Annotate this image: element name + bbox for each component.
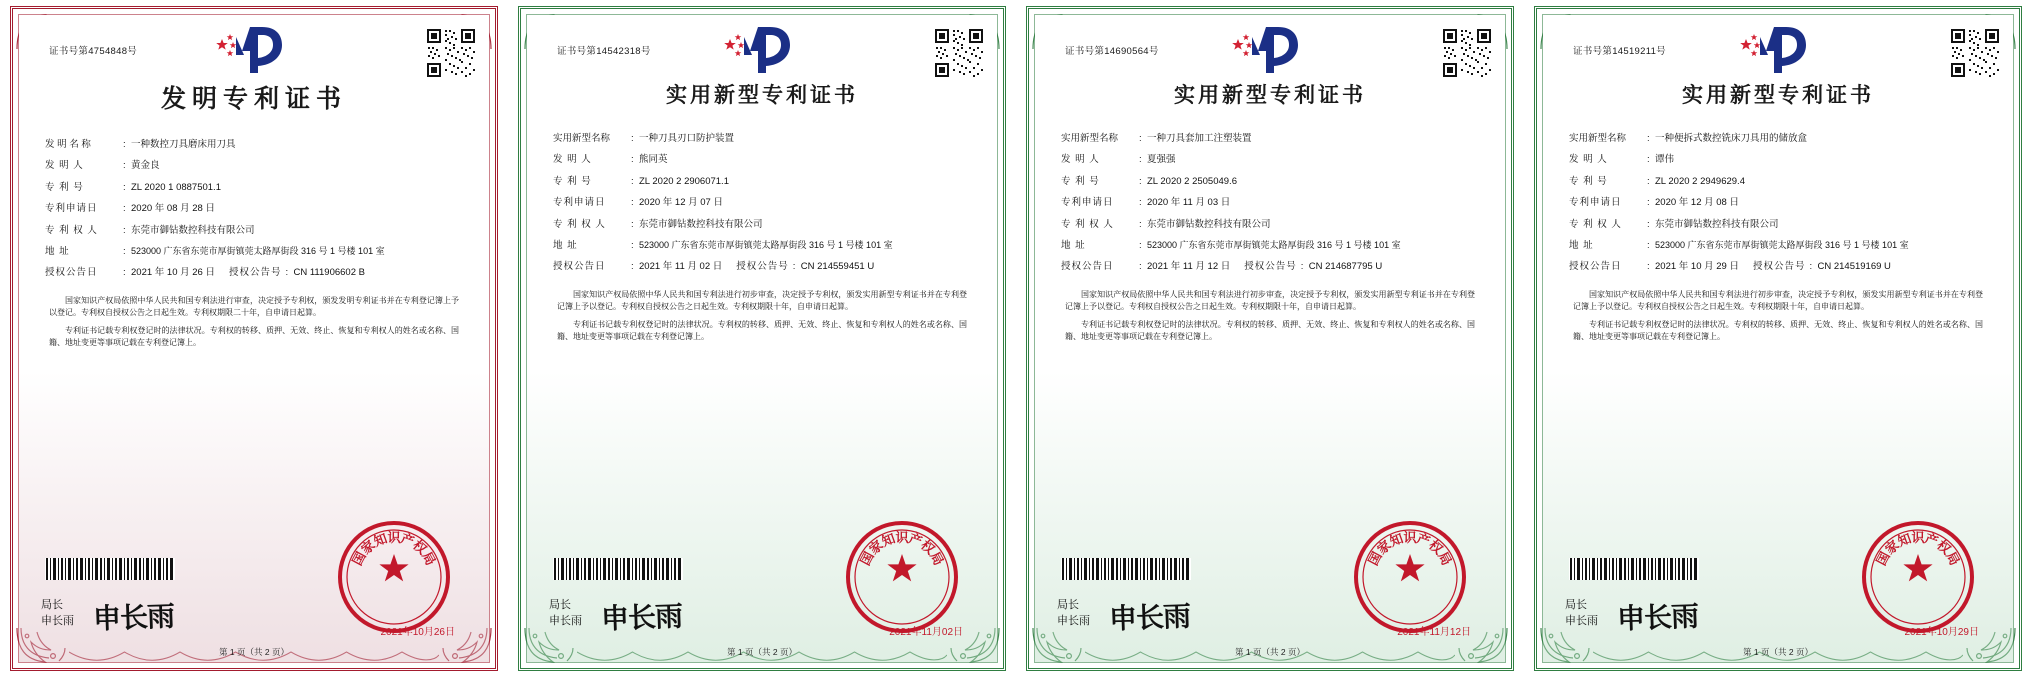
certificate-fields xyxy=(1061,133,1483,273)
director-label: 局长 xyxy=(1565,599,1587,612)
field-row-owner xyxy=(45,225,467,236)
legal-paragraph-1: 国家知识产权局依照中华人民共和国专利法进行初步审查，决定授予专利权，颁发实用新型专利证书并在专利登记簿上予以登记。专利权自授权公告之日起生效。专利权期限十年，自申请日起算。 xyxy=(557,289,967,312)
cert-no-value: 14542318 xyxy=(596,46,641,57)
field-colon: : xyxy=(1139,218,1142,230)
field-label-inventor: 发 明 人 xyxy=(45,160,84,172)
field-colon: : xyxy=(1809,261,1813,273)
director-block xyxy=(1565,598,1598,630)
patent-certificate-1 xyxy=(0,0,508,677)
field-label-address: 地 址 xyxy=(45,245,70,257)
field-value-name: 一种便拆式数控铣床刀具用的储放盒 xyxy=(1655,133,1808,144)
field-value-apply-date: 2020 年 12 月 07 日 xyxy=(639,197,723,209)
field-label-inventor: 发 明 人 xyxy=(553,154,592,166)
svg-text:国: 国 xyxy=(350,549,370,569)
svg-text:局: 局 xyxy=(1434,549,1454,569)
qr-code-icon xyxy=(425,27,477,79)
svg-text:产: 产 xyxy=(1922,531,1940,551)
field-colon: : xyxy=(1139,239,1142,251)
director-name: 申长雨 xyxy=(1057,615,1090,628)
field-value-apply-date: 2020 年 12 月 08 日 xyxy=(1655,197,1739,209)
cert-no-suffix: 号 xyxy=(640,46,651,57)
cert-no-suffix: 号 xyxy=(1656,46,1666,57)
director-block xyxy=(1057,598,1090,630)
patent-certificate-2 xyxy=(508,0,1016,677)
field-colon: : xyxy=(123,267,126,279)
svg-text:知: 知 xyxy=(372,531,390,551)
director-signature: 申长雨 xyxy=(600,599,683,636)
field-colon: : xyxy=(1139,175,1142,187)
svg-text:局: 局 xyxy=(1942,549,1962,569)
qr-code-icon xyxy=(1441,27,1493,79)
official-seal-icon xyxy=(843,518,961,636)
field-row-address xyxy=(553,240,975,251)
field-value-address: 523000 广东省东莞市厚街镇莞太路厚街段 316 号 1 号楼 101 室 xyxy=(639,239,893,250)
field-value-name: 一种数控刀具磨床用刀具 xyxy=(131,139,236,150)
field-row-grant xyxy=(553,261,975,272)
field-row-name xyxy=(1569,133,1991,144)
barcode-icon xyxy=(1569,558,1699,580)
field-label-apply-date: 专利申请日 xyxy=(1569,197,1622,209)
field-value-name: 一种刀具套加工注塑装置 xyxy=(1147,133,1252,144)
certificate-border xyxy=(518,6,1006,671)
field-colon: : xyxy=(1647,175,1650,187)
field-value-address: 523000 广东省东莞市厚街镇莞太路厚街段 316 号 1 号楼 101 室 xyxy=(131,245,385,256)
official-seal-icon xyxy=(1351,518,1469,636)
seal-date: 2021年11月12日 xyxy=(1397,627,1471,638)
field-value-owner: 东莞市御钻数控科技有限公司 xyxy=(639,218,763,230)
cnipa-logo-icon xyxy=(1730,21,1826,79)
field-row-grant xyxy=(1061,261,1483,272)
field-row-address xyxy=(1061,240,1483,251)
field-colon: : xyxy=(631,154,634,166)
field-colon: : xyxy=(1647,261,1650,273)
certificate-body xyxy=(1035,15,1505,662)
field-value-inventor: 黄金良 xyxy=(131,160,160,172)
cert-no-value: 14690564 xyxy=(1104,46,1149,57)
field-value-apply-date: 2020 年 08 月 28 日 xyxy=(131,203,215,215)
field-value-grant-date: 2021 年 11 月 02 日 xyxy=(639,261,723,273)
svg-text:产: 产 xyxy=(1414,531,1432,551)
field-label-name: 实用新型名称 xyxy=(1061,133,1119,144)
legal-paragraph-1: 国家知识产权局依照中华人民共和国专利法进行初步审查，决定授予专利权，颁发实用新型专利证书并在专利登记簿上予以登记。专利权自授权公告之日起生效。专利权期限十年，自申请日起算。 xyxy=(1065,289,1475,312)
field-label-patent-no: 专 利 号 xyxy=(45,181,84,193)
field-label-apply-date: 专利申请日 xyxy=(45,203,98,215)
director-block xyxy=(41,598,74,630)
certificate-body xyxy=(527,15,997,662)
director-label: 局长 xyxy=(41,599,63,612)
field-colon: : xyxy=(631,197,634,209)
cert-no-value: 4754848 xyxy=(88,46,128,57)
legal-paragraphs xyxy=(557,289,967,344)
svg-text:国: 国 xyxy=(1874,549,1894,569)
field-label-owner: 专 利 权 人 xyxy=(1061,218,1114,230)
legal-paragraph-2: 专利证书记载专利权登记时的法律状况。专利权的转移、质押、无效、终止、恢复和专利权人的姓名或名称、国籍、地址变更等事项记载在专利登记簿上。 xyxy=(49,325,459,347)
director-label: 局长 xyxy=(1057,599,1079,612)
svg-text:权: 权 xyxy=(1425,538,1446,558)
field-colon: : xyxy=(631,239,634,251)
field-value-address: 523000 广东省东莞市厚街镇莞太路厚街段 316 号 1 号楼 101 室 xyxy=(1655,239,1909,250)
patent-certificate-3 xyxy=(1016,0,1524,677)
cnipa-logo-icon xyxy=(206,21,302,79)
field-colon: : xyxy=(1647,218,1650,230)
field-value-apply-date: 2020 年 11 月 03 日 xyxy=(1147,197,1231,209)
field-label-apply-date: 专利申请日 xyxy=(553,197,606,209)
field-label-grant-no: 授权公告号 xyxy=(228,267,282,279)
field-row-address xyxy=(45,246,467,257)
director-signature: 申长雨 xyxy=(1616,599,1699,636)
field-colon: : xyxy=(631,175,634,187)
field-row-inventor xyxy=(1569,154,1991,165)
field-value-grant-no: CN 214687795 U xyxy=(1308,261,1383,273)
legal-paragraphs xyxy=(49,295,459,350)
field-label-address: 地 址 xyxy=(1061,239,1086,251)
field-value-patent-no: ZL 2020 2 2906071.1 xyxy=(639,175,729,187)
cnipa-logo-icon xyxy=(1222,21,1318,79)
certificate-title: 发明专利证书 xyxy=(160,84,347,113)
field-colon: : xyxy=(123,160,126,172)
field-colon: : xyxy=(1139,197,1142,209)
field-value-inventor: 夏强强 xyxy=(1147,154,1176,166)
field-row-name xyxy=(553,133,975,144)
field-label-name: 发 明 名 称 xyxy=(45,139,91,150)
field-value-owner: 东莞市御钻数控科技有限公司 xyxy=(1655,218,1779,230)
field-value-grant-no: CN 214519169 U xyxy=(1817,261,1891,273)
field-row-name xyxy=(1061,133,1483,144)
cert-no-suffix: 号 xyxy=(127,46,138,57)
field-value-grant-date: 2021 年 11 月 12 日 xyxy=(1147,261,1231,273)
certificate-fields xyxy=(1569,133,1991,273)
field-row-apply-date xyxy=(1569,197,1991,208)
field-label-owner: 专 利 权 人 xyxy=(45,224,98,236)
seal-date: 2021年11月02日 xyxy=(889,627,963,638)
field-colon: : xyxy=(1300,261,1304,273)
certificate-title: 实用新型专利证书 xyxy=(666,82,858,107)
qr-code-icon xyxy=(933,27,985,79)
field-value-grant-no: CN 111906602 B xyxy=(293,267,365,279)
svg-text:知: 知 xyxy=(1896,531,1914,551)
legal-paragraph-2: 专利证书记载专利权登记时的法律状况。专利权的转移、质押、无效、终止、恢复和专利权人的姓名或名称、国籍、地址变更等事项记载在专利登记簿上。 xyxy=(1573,319,1983,341)
field-row-patent-no xyxy=(45,182,467,193)
qr-code-icon xyxy=(1949,27,2001,79)
field-value-name: 一种刀具刃口防护装置 xyxy=(639,133,735,144)
svg-text:权: 权 xyxy=(917,538,938,558)
certificate-body xyxy=(19,15,489,662)
field-label-owner: 专 利 权 人 xyxy=(1569,218,1622,230)
cert-no-prefix: 证书号第 xyxy=(1065,46,1105,57)
svg-text:知: 知 xyxy=(880,531,898,551)
director-name: 申长雨 xyxy=(41,615,74,628)
svg-text:产: 产 xyxy=(906,531,924,551)
field-row-owner xyxy=(1061,219,1483,230)
field-label-name: 实用新型名称 xyxy=(553,133,611,144)
field-value-grant-date: 2021 年 10 月 26 日 xyxy=(131,267,215,279)
field-colon: : xyxy=(1647,154,1650,166)
field-value-grant-no: CN 214559451 U xyxy=(800,261,875,273)
svg-text:国: 国 xyxy=(1366,549,1386,569)
svg-text:家: 家 xyxy=(358,538,379,558)
legal-paragraph-1: 国家知识产权局依照中华人民共和国专利法进行初步审查，决定授予专利权，颁发实用新型专利证书并在专利登记簿上予以登记。专利权自授权公告之日起生效。专利权期限十年，自申请日起算。 xyxy=(1573,289,1983,312)
svg-text:识: 识 xyxy=(1403,531,1417,546)
cert-no-prefix: 证书号第 xyxy=(1573,46,1613,57)
legal-paragraphs xyxy=(1065,289,1475,344)
legal-paragraph-1: 国家知识产权局依照中华人民共和国专利法进行审查，决定授予专利权，颁发发明专利证书并在专利登记簿上予以登记。专利权自授权公告之日起生效。专利权期限二十年，自申请日起算。 xyxy=(49,295,459,318)
director-block xyxy=(549,598,582,630)
svg-text:知: 知 xyxy=(1388,531,1406,551)
field-colon: : xyxy=(123,139,126,150)
field-value-owner: 东莞市御钻数控科技有限公司 xyxy=(131,224,255,236)
director-name: 申长雨 xyxy=(1565,615,1598,628)
cert-no-value: 14519211 xyxy=(1612,46,1657,57)
cnipa-logo-icon xyxy=(714,21,810,79)
page-footer: 第 1 页（共 2 页） xyxy=(219,647,289,657)
certificate-title: 实用新型专利证书 xyxy=(1174,82,1366,107)
field-value-inventor: 熊同英 xyxy=(639,154,668,166)
field-label-inventor: 发 明 人 xyxy=(1061,154,1100,166)
director-signature: 申长雨 xyxy=(1108,599,1191,636)
director-signature: 申长雨 xyxy=(92,599,175,636)
field-label-patent-no: 专 利 号 xyxy=(1061,175,1100,187)
field-colon: : xyxy=(285,267,289,279)
svg-text:识: 识 xyxy=(895,531,909,546)
field-colon: : xyxy=(1139,133,1142,144)
certificate-border xyxy=(1534,6,2022,671)
field-row-apply-date xyxy=(553,197,975,208)
cert-no-prefix: 证书号第 xyxy=(557,46,597,57)
barcode-icon xyxy=(553,558,683,580)
certificate-border xyxy=(1026,6,1514,671)
field-label-grant-date: 授权公告日 xyxy=(553,261,606,273)
legal-paragraph-2: 专利证书记载专利权登记时的法律状况。专利权的转移、质押、无效、终止、恢复和专利权人的姓名或名称、国籍、地址变更等事项记载在专利登记簿上。 xyxy=(1065,319,1475,341)
seal-date: 2021年10月26日 xyxy=(380,627,455,638)
field-row-owner xyxy=(1569,219,1991,230)
cert-no-suffix: 号 xyxy=(1148,46,1159,57)
svg-text:局: 局 xyxy=(418,549,438,569)
field-row-name xyxy=(45,139,467,150)
field-colon: : xyxy=(1139,261,1142,273)
field-colon: : xyxy=(123,203,126,215)
barcode-icon xyxy=(45,558,175,580)
field-value-patent-no: ZL 2020 1 0887501.1 xyxy=(131,181,221,193)
field-colon: : xyxy=(631,133,634,144)
field-row-apply-date xyxy=(45,203,467,214)
patent-certificate-4 xyxy=(1524,0,2032,677)
field-label-grant-no: 授权公告号 xyxy=(1752,261,1806,273)
field-value-inventor: 谭伟 xyxy=(1655,154,1675,166)
official-seal-icon xyxy=(1859,518,1977,636)
page-footer: 第 1 页（共 2 页） xyxy=(1743,647,1813,657)
field-value-patent-no: ZL 2020 2 2505049.6 xyxy=(1147,175,1237,187)
legal-paragraphs xyxy=(1573,289,1983,344)
field-colon: : xyxy=(631,261,634,273)
svg-text:权: 权 xyxy=(1933,538,1954,558)
field-colon: : xyxy=(1647,239,1650,251)
page-footer: 第 1 页（共 2 页） xyxy=(1235,647,1305,657)
field-label-grant-date: 授权公告日 xyxy=(1569,261,1622,273)
field-row-apply-date xyxy=(1061,197,1483,208)
certificate-fields xyxy=(45,139,467,279)
field-colon: : xyxy=(631,218,634,230)
field-label-patent-no: 专 利 号 xyxy=(553,175,592,187)
field-colon: : xyxy=(792,261,796,273)
field-colon: : xyxy=(123,224,126,236)
svg-text:家: 家 xyxy=(866,538,887,558)
field-row-patent-no xyxy=(1061,176,1483,187)
field-label-inventor: 发 明 人 xyxy=(1569,154,1608,166)
certificate-title: 实用新型专利证书 xyxy=(1682,82,1874,107)
certificate-border xyxy=(10,6,498,671)
svg-text:国: 国 xyxy=(858,549,878,569)
svg-text:识: 识 xyxy=(1911,531,1925,546)
field-value-grant-date: 2021 年 10 月 29 日 xyxy=(1655,261,1739,273)
seal-date: 2021年10月29日 xyxy=(1904,627,1979,638)
field-row-inventor xyxy=(1061,154,1483,165)
field-label-patent-no: 专 利 号 xyxy=(1569,175,1608,187)
svg-text:局: 局 xyxy=(926,549,946,569)
field-row-grant xyxy=(45,267,467,278)
barcode-icon xyxy=(1061,558,1191,580)
field-label-address: 地 址 xyxy=(553,239,578,251)
field-row-grant xyxy=(1569,261,1991,272)
field-row-patent-no xyxy=(553,176,975,187)
field-colon: : xyxy=(123,181,126,193)
field-row-address xyxy=(1569,240,1991,251)
field-value-address: 523000 广东省东莞市厚街镇莞太路厚街段 316 号 1 号楼 101 室 xyxy=(1147,239,1401,250)
field-label-grant-no: 授权公告号 xyxy=(736,261,789,273)
svg-text:产: 产 xyxy=(398,531,416,551)
field-row-patent-no xyxy=(1569,176,1991,187)
cert-no-prefix: 证书号第 xyxy=(49,46,89,57)
field-row-owner xyxy=(553,219,975,230)
certificate-body xyxy=(1543,15,2013,662)
field-colon: : xyxy=(123,245,126,257)
field-colon: : xyxy=(1647,197,1650,209)
field-label-grant-no: 授权公告号 xyxy=(1244,261,1297,273)
director-name: 申长雨 xyxy=(549,615,582,628)
field-label-grant-date: 授权公告日 xyxy=(1061,261,1114,273)
official-seal-icon xyxy=(335,518,453,636)
svg-text:家: 家 xyxy=(1374,538,1395,558)
field-label-owner: 专 利 权 人 xyxy=(553,218,606,230)
legal-paragraph-2: 专利证书记载专利权登记时的法律状况。专利权的转移、质押、无效、终止、恢复和专利权人的姓名或名称、国籍、地址变更等事项记载在专利登记簿上。 xyxy=(557,319,967,341)
svg-text:识: 识 xyxy=(387,531,401,546)
field-label-apply-date: 专利申请日 xyxy=(1061,197,1114,209)
field-label-name: 实用新型名称 xyxy=(1569,133,1627,144)
certificate-fields xyxy=(553,133,975,273)
svg-text:家: 家 xyxy=(1882,538,1903,558)
svg-text:权: 权 xyxy=(409,538,430,558)
field-row-inventor xyxy=(553,154,975,165)
field-colon: : xyxy=(1139,154,1142,166)
field-label-grant-date: 授权公告日 xyxy=(45,267,98,279)
field-label-address: 地 址 xyxy=(1569,239,1594,251)
page-footer: 第 1 页（共 2 页） xyxy=(727,647,797,657)
field-value-patent-no: ZL 2020 2 2949629.4 xyxy=(1655,175,1745,187)
director-label: 局长 xyxy=(549,599,571,612)
field-colon: : xyxy=(1647,133,1650,144)
field-row-inventor xyxy=(45,160,467,171)
field-value-owner: 东莞市御钻数控科技有限公司 xyxy=(1147,218,1271,230)
